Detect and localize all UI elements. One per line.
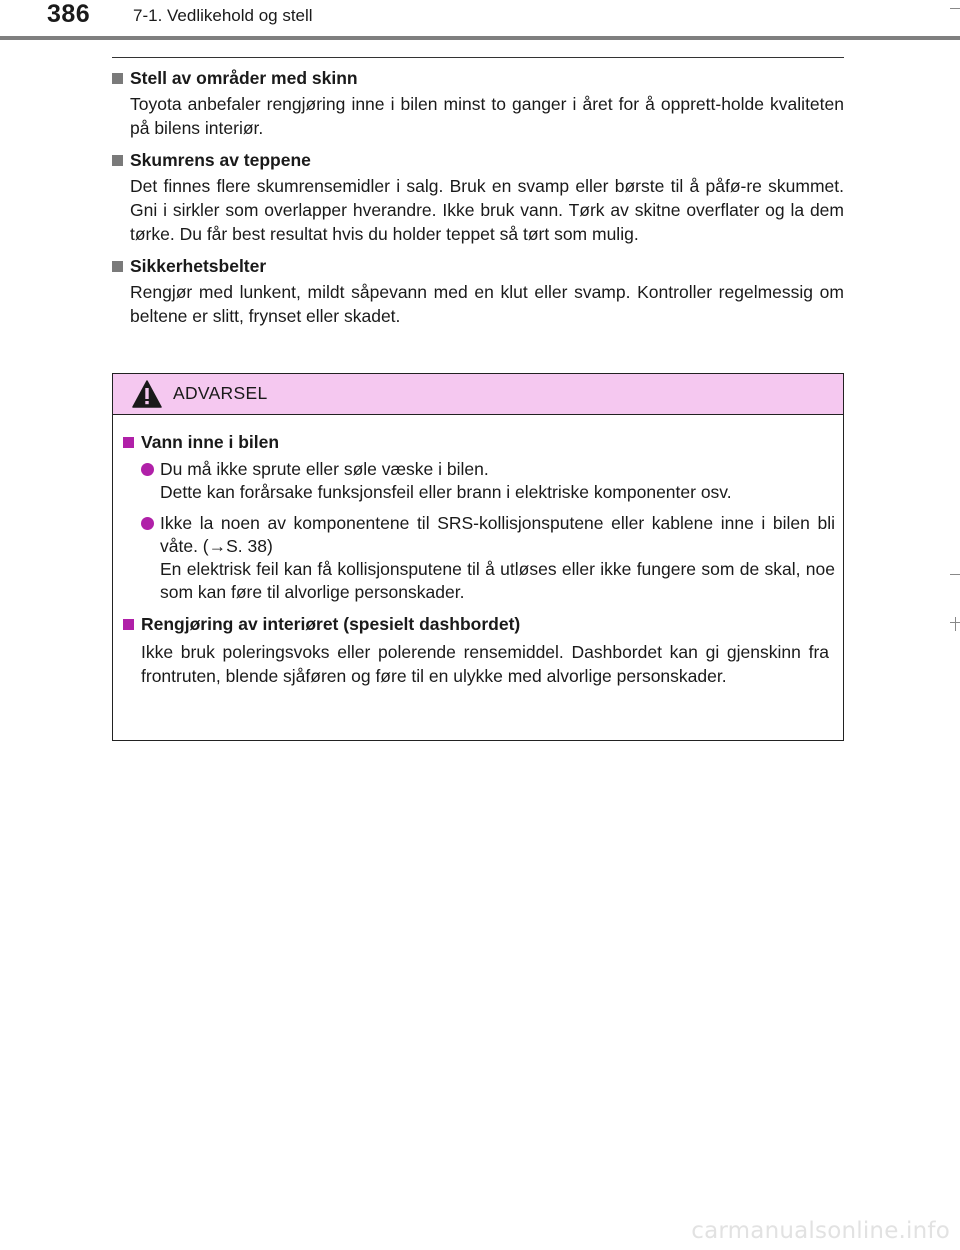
warning-heading-text: Rengjøring av interiøret (spesielt dashbordet) [141, 614, 521, 634]
warning-heading [123, 430, 835, 454]
crop-mark-top [950, 8, 960, 9]
bullet-text [160, 512, 835, 604]
item-heading [112, 254, 844, 278]
page-number: 386 [47, 0, 91, 28]
list-item [112, 148, 844, 246]
item-heading-text: Stell av områder med skinn [130, 68, 358, 88]
warning-header [113, 374, 843, 415]
warning-heading [123, 612, 835, 636]
item-heading [112, 66, 844, 90]
crop-mark-right-1 [950, 574, 960, 575]
warning-heading-text: Vann inne i bilen [141, 432, 280, 452]
square-bullet-icon [112, 261, 123, 272]
warning-triangle-icon [132, 380, 162, 408]
square-bullet-icon [123, 437, 134, 448]
bullet-line: Dette kan forårsake funksjonsfeil eller brann i elektriske komponenter osv. [160, 482, 732, 502]
crop-mark-right-2 [955, 617, 956, 631]
warning-content [113, 415, 843, 688]
section-title: 7-1. Vedlikehold og stell [133, 6, 313, 25]
round-bullet-icon [141, 517, 154, 530]
bullet-text [160, 458, 835, 504]
bullet-line: En elektrisk feil kan få kollisjonsputene til å utløses eller ikke fungere som de skal, noe som kan føre til alvorlige personskader. [160, 559, 835, 602]
bullet-line: Ikke la noen av komponentene til SRS-kollisjonsputene eller kablene inne i bilen bli våte. (→S. 38) [160, 513, 835, 556]
warning-bullet [141, 458, 835, 504]
header-rule [0, 36, 960, 40]
list-item [112, 254, 844, 328]
item-body: Det finnes flere skumrensemidler i salg. Bruk en svamp eller børste til å påfø-re skummet. Gni i sirkler som overlapper hverandre. Ikke bruk vann. Tørk av skitne overflater og la dem tørke. Du får best resultat hvis du holder teppet så tørt som mulig. [130, 176, 844, 244]
square-bullet-icon [123, 619, 134, 630]
item-heading-text: Skumrens av teppene [130, 150, 311, 170]
warning-bullet [141, 512, 835, 604]
square-bullet-icon [112, 155, 123, 166]
main-content [112, 66, 844, 336]
warning-label: ADVARSEL [173, 383, 268, 403]
warning-body: Ikke bruk poleringsvoks eller polerende rensemiddel. Dashbordet kan gi gjenskinn fra frontruten, blende sjåføren og føre til en ulykke med alvorlige personskader. [141, 642, 829, 686]
item-heading-text: Sikkerhetsbelter [130, 256, 267, 276]
watermark: carmanualsonline.info [691, 1218, 950, 1244]
list-item [112, 66, 844, 140]
item-body: Toyota anbefaler rengjøring inne i bilen minst to ganger i året for å opprett-holde kvaliteten på bilens interiør. [130, 94, 844, 138]
round-bullet-icon [141, 463, 154, 476]
bullet-line: Du må ikke sprute eller søle væske i bilen. [160, 459, 489, 479]
square-bullet-icon [112, 73, 123, 84]
item-heading [112, 148, 844, 172]
crop-mark-right-3 [950, 622, 960, 623]
item-body: Rengjør med lunkent, mildt såpevann med en klut eller svamp. Kontroller regelmessig om beltene er slitt, frynset eller skadet. [130, 282, 844, 326]
content-rule [112, 57, 844, 58]
warning-box [112, 373, 844, 741]
